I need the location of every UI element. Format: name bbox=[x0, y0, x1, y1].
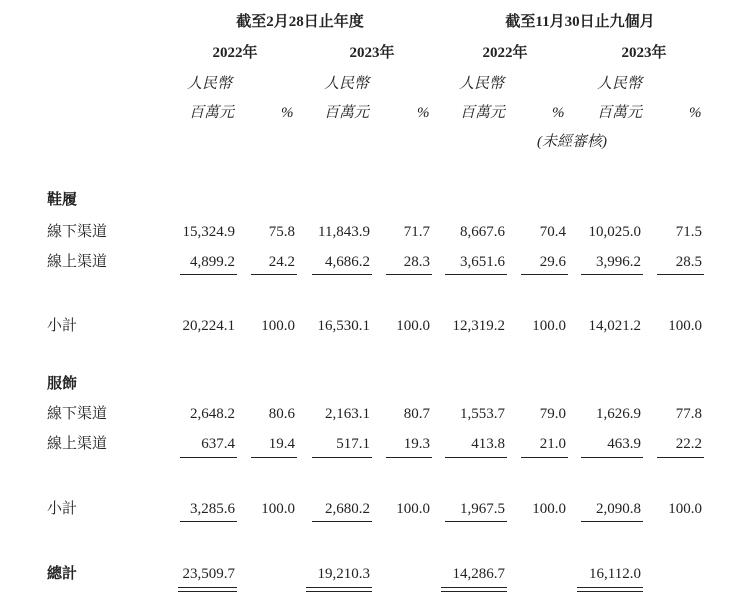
year-header: 2023年 bbox=[621, 45, 667, 61]
underline bbox=[180, 521, 237, 522]
row-label: 線下渠道 bbox=[47, 406, 108, 422]
underline bbox=[521, 457, 568, 458]
cell-value: 3,996.2 bbox=[596, 254, 641, 270]
double-underline bbox=[577, 587, 643, 592]
cell-pct: 71.5 bbox=[675, 224, 702, 240]
period-header-9m: 截至11月30日止九個月 bbox=[505, 14, 655, 30]
underline bbox=[657, 274, 704, 275]
cell-value: 1,967.5 bbox=[460, 501, 505, 517]
cell-pct: 28.5 bbox=[675, 254, 702, 270]
cell-value: 15,324.9 bbox=[182, 224, 235, 240]
cell-value: 4,686.2 bbox=[325, 254, 370, 270]
unit-label: 百萬元 bbox=[597, 105, 643, 121]
total-value: 23,509.7 bbox=[182, 566, 235, 582]
unit-label: 百萬元 bbox=[460, 105, 506, 121]
cell-value: 517.1 bbox=[336, 436, 370, 452]
underline bbox=[445, 274, 507, 275]
underline bbox=[581, 521, 643, 522]
currency-label: 人民幣 bbox=[459, 76, 505, 92]
cell-value: 20,224.1 bbox=[182, 318, 235, 334]
cell-value: 11,843.9 bbox=[318, 224, 370, 240]
cell-pct: 70.4 bbox=[539, 224, 566, 240]
currency-label: 人民幣 bbox=[597, 76, 643, 92]
underline bbox=[581, 457, 643, 458]
currency-label: 人民幣 bbox=[324, 76, 370, 92]
cell-pct: 100.0 bbox=[668, 318, 702, 334]
underline bbox=[386, 457, 432, 458]
underline bbox=[445, 521, 507, 522]
subtotal-label: 小計 bbox=[47, 501, 78, 517]
underline bbox=[180, 457, 237, 458]
total-value: 14,286.7 bbox=[452, 566, 505, 582]
cell-value: 2,648.2 bbox=[190, 406, 235, 422]
cell-value: 1,553.7 bbox=[460, 406, 505, 422]
percent-label: % bbox=[281, 105, 294, 121]
unaudited-note: (未經審核) bbox=[537, 134, 607, 150]
double-underline bbox=[178, 587, 237, 592]
cell-pct: 21.0 bbox=[539, 436, 566, 452]
cell-pct: 100.0 bbox=[532, 318, 566, 334]
cell-pct: 77.8 bbox=[675, 406, 702, 422]
cell-pct: 71.7 bbox=[403, 224, 430, 240]
cell-value: 4,899.2 bbox=[190, 254, 235, 270]
subtotal-label: 小計 bbox=[47, 318, 78, 334]
cell-pct: 80.6 bbox=[268, 406, 295, 422]
section-title-footwear: 鞋履 bbox=[47, 192, 78, 208]
total-value: 19,210.3 bbox=[317, 566, 370, 582]
cell-pct: 100.0 bbox=[261, 318, 295, 334]
cell-pct: 29.6 bbox=[539, 254, 566, 270]
cell-pct: 100.0 bbox=[396, 318, 430, 334]
underline bbox=[521, 274, 568, 275]
cell-pct: 24.2 bbox=[268, 254, 295, 270]
cell-value: 2,680.2 bbox=[325, 501, 370, 517]
cell-value: 3,651.6 bbox=[460, 254, 505, 270]
total-label: 總計 bbox=[47, 566, 78, 582]
underline bbox=[581, 274, 643, 275]
underline bbox=[657, 457, 704, 458]
underline bbox=[251, 457, 297, 458]
cell-pct: 100.0 bbox=[261, 501, 295, 517]
cell-pct: 75.8 bbox=[268, 224, 295, 240]
cell-value: 3,285.6 bbox=[190, 501, 235, 517]
percent-label: % bbox=[689, 105, 702, 121]
cell-pct: 80.7 bbox=[403, 406, 430, 422]
cell-pct: 100.0 bbox=[396, 501, 430, 517]
cell-value: 8,667.6 bbox=[460, 224, 505, 240]
cell-pct: 100.0 bbox=[532, 501, 566, 517]
cell-value: 413.8 bbox=[471, 436, 505, 452]
cell-value: 463.9 bbox=[607, 436, 641, 452]
underline bbox=[180, 274, 237, 275]
double-underline bbox=[441, 587, 507, 592]
cell-pct: 100.0 bbox=[668, 501, 702, 517]
row-label: 線上渠道 bbox=[47, 436, 108, 452]
underline bbox=[445, 457, 507, 458]
cell-pct: 19.4 bbox=[268, 436, 295, 452]
year-header: 2022年 bbox=[482, 45, 528, 61]
underline bbox=[312, 457, 372, 458]
year-header: 2023年 bbox=[349, 45, 395, 61]
underline bbox=[386, 274, 432, 275]
period-header-fy: 截至2月28日止年度 bbox=[236, 14, 364, 30]
cell-pct: 79.0 bbox=[539, 406, 566, 422]
row-label: 線上渠道 bbox=[47, 254, 108, 270]
cell-pct: 28.3 bbox=[403, 254, 430, 270]
cell-value: 2,090.8 bbox=[596, 501, 641, 517]
unit-label: 百萬元 bbox=[324, 105, 370, 121]
underline bbox=[312, 521, 372, 522]
cell-value: 16,530.1 bbox=[317, 318, 370, 334]
cell-value: 10,025.0 bbox=[588, 224, 641, 240]
section-title-apparel: 服飾 bbox=[47, 376, 78, 392]
cell-pct: 22.2 bbox=[675, 436, 702, 452]
cell-value: 12,319.2 bbox=[452, 318, 505, 334]
cell-value: 2,163.1 bbox=[325, 406, 370, 422]
percent-label: % bbox=[417, 105, 430, 121]
year-header: 2022年 bbox=[212, 45, 258, 61]
cell-pct: 19.3 bbox=[403, 436, 430, 452]
underline bbox=[251, 274, 297, 275]
underline bbox=[312, 274, 372, 275]
cell-value: 1,626.9 bbox=[596, 406, 641, 422]
row-label: 線下渠道 bbox=[47, 224, 108, 240]
unit-label: 百萬元 bbox=[189, 105, 235, 121]
cell-value: 637.4 bbox=[201, 436, 235, 452]
double-underline bbox=[306, 587, 372, 592]
cell-value: 14,021.2 bbox=[588, 318, 641, 334]
total-value: 16,112.0 bbox=[589, 566, 641, 582]
currency-label: 人民幣 bbox=[187, 76, 233, 92]
percent-label: % bbox=[552, 105, 565, 121]
